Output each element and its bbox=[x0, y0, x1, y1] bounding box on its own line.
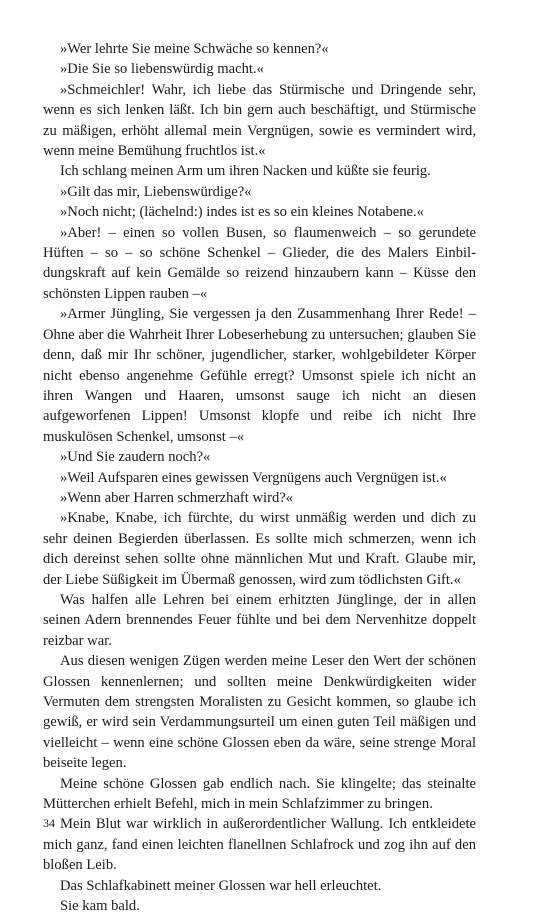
paragraph: »Die Sie so liebenswürdig macht.« bbox=[60, 61, 264, 78]
paragraph: »Und Sie zaudern noch?« bbox=[60, 449, 211, 466]
paragraph: »Wer lehrte Sie meine Schwäche so kennen?« bbox=[60, 41, 329, 57]
paragraph: Das Schlafkabinett meiner Glossen war hell erleuchtet. bbox=[60, 877, 382, 894]
paragraph: Was halfen alle Lehren bei einem erhitzten Jünglinge, der in allen seinen Adern brennendes Feuer fühlte und bei dem Nervenhitze doppelt reizbar war. bbox=[43, 591, 476, 649]
page-number: 34 bbox=[43, 816, 55, 830]
paragraph: Sie kam bald. bbox=[60, 898, 140, 915]
paragraph: »Aber! – einen so vollen Busen, so flaumenweich – so gerundete Hüften – so – so schöne Schenkel – Glieder, die des Malers Einbildungskraft auf kein Gemälde so reizend hinzaubern kann – Küsse den schönsten Lippen rauben –« bbox=[43, 224, 476, 302]
paragraph: Meine schöne Glossen gab endlich nach. Sie klingelte; das steinalte Mütterchen erhielt Befehl, mich in mein Schlafzimmer zu bringen. bbox=[43, 775, 476, 813]
paragraph: »Gilt das mir, Liebenswürdige?« bbox=[60, 183, 252, 200]
paragraph: »Knabe, Knabe, ich fürchte, du wirst unmäßig werden und dich zu sehr deinen Begierden überlassen. Es sollte mich schmerzen, wenn ich dich dereinst sehen sollte ohne männlichen Mut und Kraft. Glaube mir, der Liebe Süßigkeit im Übermaß genossen, wird zum tödlichsten Gift.« bbox=[43, 510, 476, 588]
body-text bbox=[43, 39, 476, 916]
paragraph: Ich schlang meinen Arm um ihren Nacken und küßte sie feurig. bbox=[60, 163, 431, 180]
paragraph: »Armer Jüngling, Sie vergessen ja den Zusammenhang Ihrer Rede! – Ohne aber die Wahrheit Ihrer Lobeserhebung zu untersuchen; glauben Sie denn, daß mir Ihr schöner, jugendlicher, starker, wohlgebildeter Körper nicht ebenso angenehme Gefühle erregt? Umsonst spiele ich nicht an ihren Wangen und Haaren, umsonst sauge ich nicht an diesen aufgeworfenen Lippen! Umsonst klopfe und reibe ich nicht Ihre muskulösen Schenkel, umsonst –« bbox=[43, 306, 476, 445]
paragraph: »Schmeichler! Wahr, ich liebe das Stürmische und Dringende sehr, wenn es sich lenken läßt. Ich bin gern auch beschäftigt, und Stürmische zu mäßigen, erhöht allemal mein Vergnügen, sowie es vermindert wird, wenn meine Bemühung fruchtlos ist.« bbox=[43, 81, 476, 160]
paragraph: »Weil Aufsparen eines gewissen Vergnügens auch Vergnügen ist.« bbox=[60, 469, 447, 486]
paragraph: »Noch nicht; (lächelnd:) indes ist es so ein kleines Notabene.« bbox=[60, 204, 424, 221]
paragraph: Aus diesen wenigen Zügen werden meine Leser den Wert der schönen Glossen kennenlernen; und sollten meine Denkwürdigkeiten wider Vermuten dem strengsten Moralisten zu Gesicht kommen, so glaube ich gewiß, er wird sein Verdammungsurteil um einen guten Teil mäßigen und vielleicht – wenn eine schöne Glossen eben da wäre, seine strenge Moral beiseite legen. bbox=[43, 653, 476, 772]
paragraph: »Wenn aber Harren schmerzhaft wird?« bbox=[60, 489, 294, 506]
paragraph: Mein Blut war wirklich in außerordentlicher Wallung. Ich entkleidete mich ganz, fand einen leichten flanellnen Schlafrock und zog ihn auf den bloßen Leib. bbox=[43, 816, 476, 874]
